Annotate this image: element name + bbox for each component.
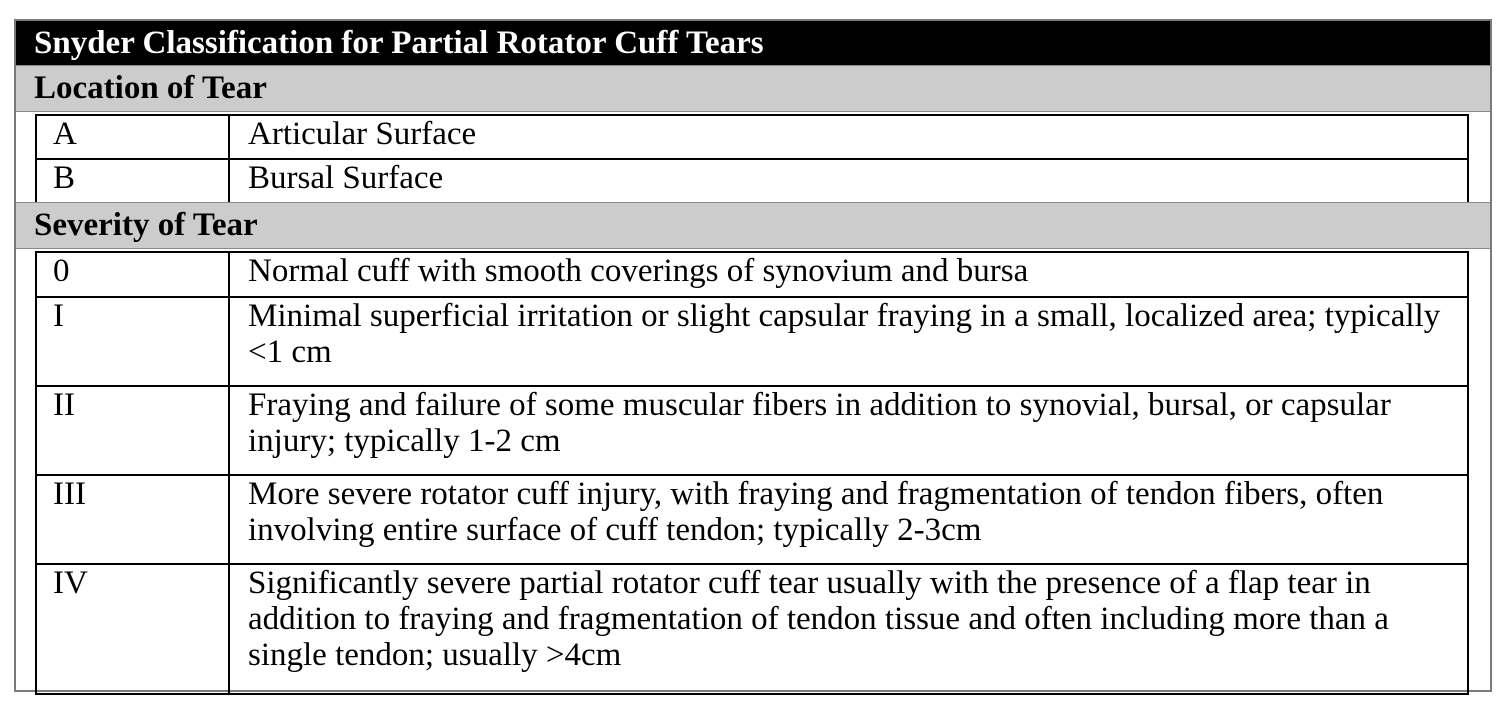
severity-description: Fraying and failure of some muscular fibers in addition to synovial, bursal, or capsular injury; typically 1-2 cm bbox=[229, 386, 1468, 475]
severity-section-header: Severity of Tear bbox=[16, 202, 1490, 249]
table-row bbox=[36, 159, 1468, 203]
classification-table bbox=[14, 19, 1492, 692]
table-row bbox=[36, 386, 1468, 475]
location-code: A bbox=[36, 115, 229, 159]
location-table bbox=[35, 114, 1469, 204]
severity-code: II bbox=[36, 386, 229, 475]
severity-description: Normal cuff with smooth coverings of synovium and bursa bbox=[229, 252, 1468, 297]
table-row bbox=[36, 297, 1468, 386]
severity-description: Significantly severe partial rotator cuff tear usually with the presence of a flap tear in addition to fraying and fragmentation of tendon tissue and often including more than a single tendon; usually >4cm bbox=[229, 564, 1468, 694]
severity-table bbox=[35, 251, 1469, 695]
severity-code: III bbox=[36, 475, 229, 564]
table-title: Snyder Classification for Partial Rotator Cuff Tears bbox=[16, 21, 1490, 65]
severity-description: Minimal superficial irritation or slight capsular fraying in a small, localized area; typically <1 cm bbox=[229, 297, 1468, 386]
severity-code: I bbox=[36, 297, 229, 386]
location-code: B bbox=[36, 159, 229, 203]
location-description: Bursal Surface bbox=[229, 159, 1468, 203]
location-description: Articular Surface bbox=[229, 115, 1468, 159]
table-row bbox=[36, 115, 1468, 159]
table-row bbox=[36, 252, 1468, 297]
table-row bbox=[36, 564, 1468, 694]
location-section-header: Location of Tear bbox=[16, 65, 1490, 112]
severity-description: More severe rotator cuff injury, with fraying and fragmentation of tendon fibers, often involving entire surface of cuff tendon; typically 2-3cm bbox=[229, 475, 1468, 564]
table-row bbox=[36, 475, 1468, 564]
severity-code: IV bbox=[36, 564, 229, 694]
severity-code: 0 bbox=[36, 252, 229, 297]
